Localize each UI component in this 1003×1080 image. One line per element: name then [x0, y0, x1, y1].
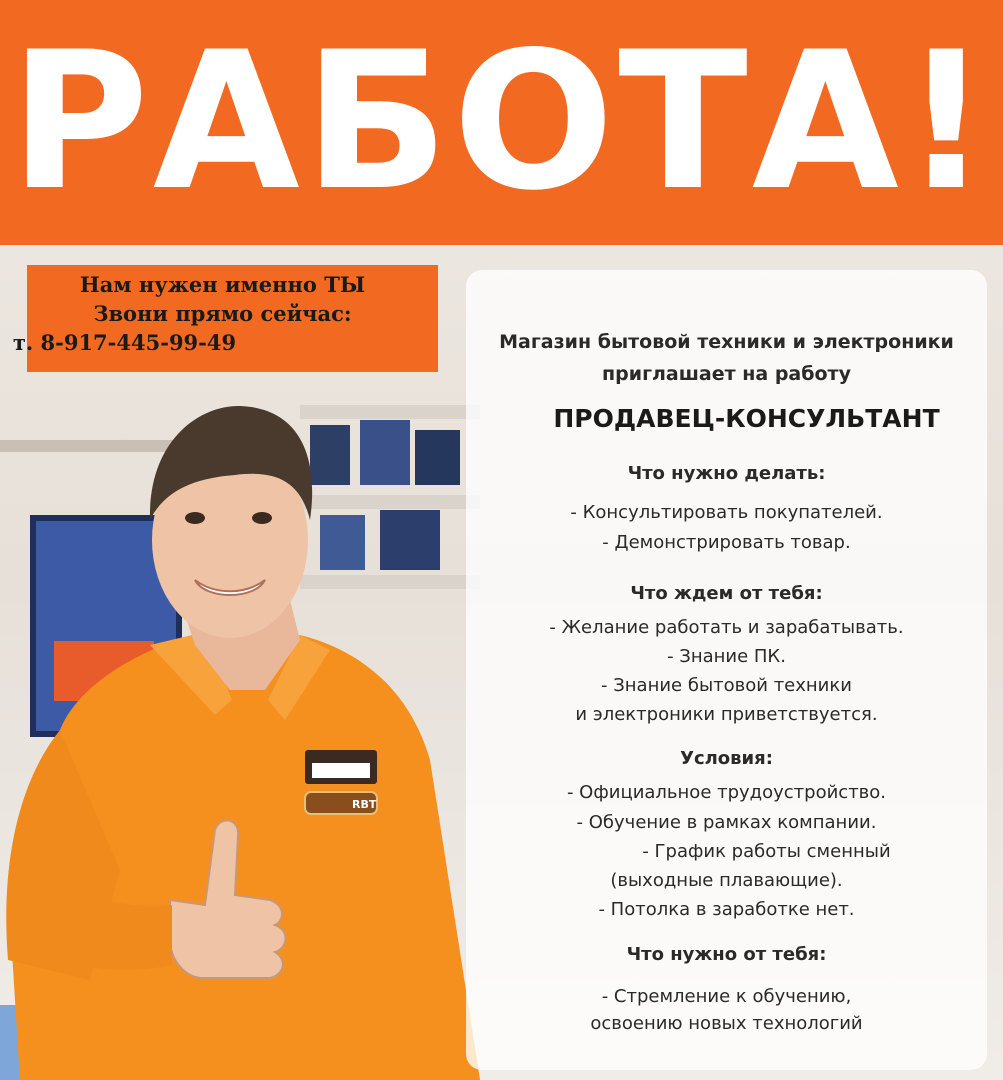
intro-line-1: Магазин бытовой техники и электроники: [499, 331, 954, 353]
section-heading-requirements: Что нужно от тебя:: [626, 944, 827, 965]
list-item: - Потолка в заработке нет.: [598, 899, 855, 920]
list-item: (выходные плавающие).: [610, 870, 843, 891]
section-heading-expectations: Что ждем от тебя:: [630, 583, 823, 604]
header-banner: [0, 0, 1003, 245]
contact-line-2: Звони прямо сейчас:: [93, 301, 352, 326]
salesperson-photo: [0, 400, 490, 1080]
contact-box: [12, 265, 438, 372]
intro-line-2: приглашает на работу: [602, 363, 851, 385]
section-heading-duties: Что нужно делать:: [627, 463, 826, 484]
badge-brand: RBT: [352, 798, 377, 811]
list-item: - Желание работать и зарабатывать.: [549, 617, 904, 638]
list-item: - Консультировать покупателей.: [570, 502, 883, 523]
list-item: - Обучение в рамках компании.: [576, 812, 877, 833]
list-item: - График работы сменный: [642, 841, 891, 862]
section-heading-conditions: Условия:: [680, 748, 773, 769]
contact-line-1: Нам нужен именно ТЫ: [79, 272, 366, 297]
list-item: - Знание ПК.: [667, 646, 786, 667]
position-title: ПРОДАВЕЦ-КОНСУЛЬТАНТ: [553, 404, 940, 433]
list-item: и электроники приветствуется.: [575, 704, 878, 725]
list-item: - Стремление к обучению,: [601, 986, 852, 1007]
list-item: - Демонстрировать товар.: [602, 532, 851, 553]
list-item: освоению новых технологий: [590, 1013, 863, 1034]
list-item: - Знание бытовой техники: [601, 675, 852, 696]
list-item: - Официальное трудоустройство.: [566, 782, 887, 803]
page-title: РАБОТА!: [9, 11, 994, 232]
vacancy-card: [466, 270, 987, 1070]
contact-phone: т. 8-917-445-99-49: [12, 330, 237, 355]
